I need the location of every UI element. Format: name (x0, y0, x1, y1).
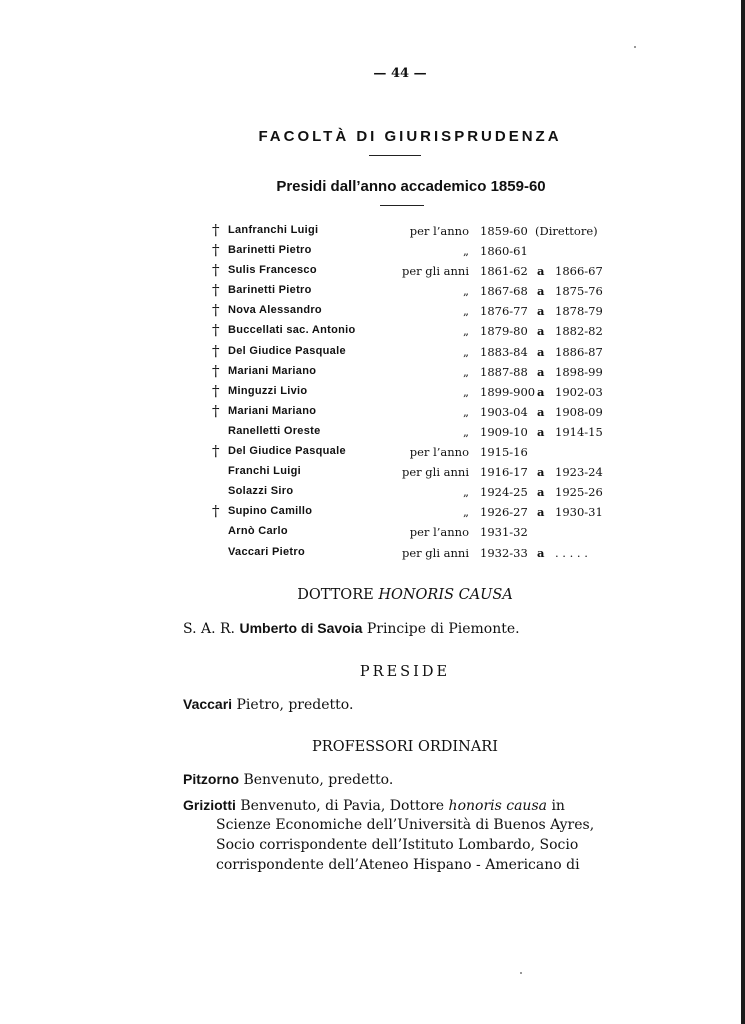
preside-line (183, 696, 353, 713)
preside-name: Supino Camillo (228, 505, 313, 518)
griziotti-line-3: Socio corrispondente dell’Istituto Lombardo, Socio (216, 837, 579, 853)
presidi-row (210, 443, 610, 463)
presidi-row (210, 483, 610, 503)
deceased-cross-icon: † (212, 241, 220, 260)
year-from: 1909-10 (480, 424, 528, 439)
period-prefix: „ (463, 244, 469, 259)
griziotti-honoris: honoris causa (448, 798, 547, 814)
preside-name: Franchi Luigi (228, 465, 301, 478)
sar-prefix: S. A. R. (183, 621, 235, 637)
presidi-row (210, 282, 610, 302)
presidi-row (210, 463, 610, 483)
preside-name: Vaccari Pietro (228, 545, 305, 558)
presidi-row (210, 383, 610, 403)
preside-name: Mariani Mariano (228, 364, 317, 377)
deceased-cross-icon: † (212, 301, 220, 320)
period-prefix: per l’anno (409, 525, 469, 540)
year-to: 1878-79 (555, 304, 603, 319)
preside-name: Ranelletti Oreste (228, 424, 321, 437)
period-prefix: „ (463, 284, 469, 299)
period-prefix: „ (463, 304, 469, 319)
deceased-cross-icon: † (212, 261, 220, 280)
year-to: 1902-03 (555, 384, 603, 399)
deceased-cross-icon: † (212, 221, 220, 239)
year-to: 1882-82 (555, 324, 603, 339)
deceased-cross-icon: † (212, 502, 220, 521)
page-number: — 44 — (373, 66, 427, 81)
range-connector: a (537, 284, 545, 299)
scan-speck (634, 46, 636, 48)
sar-name: Umberto di Savoia (239, 620, 363, 636)
subheading-divider (380, 205, 424, 206)
year-to: 1925-26 (555, 485, 603, 500)
deceased-cross-icon: † (212, 341, 220, 360)
year-from: 1879-80 (480, 324, 528, 339)
presidi-row (210, 302, 610, 322)
presidi-row (210, 322, 610, 342)
griziotti-line-4: corrispondente dell’Ateneo Hispano - Americano di (216, 857, 580, 873)
pitzorno-rest: Benvenuto, predetto. (243, 772, 394, 788)
period-prefix: per l’anno (409, 224, 469, 238)
professori-heading: PROFESSORI ORDINARI (312, 739, 498, 755)
year-from: 1915-16 (480, 445, 528, 460)
presidi-row (210, 423, 610, 443)
deceased-cross-icon: † (212, 381, 220, 400)
griziotti-rest2: in (551, 798, 565, 814)
presidi-heading: Presidi dall’anno accademico 1859-60 (276, 178, 546, 195)
presidi-row (210, 242, 610, 262)
year-from: 1859-60 (480, 224, 528, 238)
preside-name: Barinetti Pietro (228, 244, 312, 257)
year-to: . . . . . (555, 545, 588, 560)
period-prefix: per l’anno (409, 445, 469, 460)
griziotti-line-2: Scienze Economiche dell’Università di Buenos Ayres, (216, 817, 595, 833)
preside-name: Del Giudice Pasquale (228, 344, 346, 357)
deceased-cross-icon: † (212, 321, 220, 340)
range-connector: a (537, 384, 545, 399)
year-from: 1924-25 (480, 485, 528, 500)
heading-divider (369, 155, 421, 156)
range-connector: a (537, 545, 545, 560)
year-from: 1876-77 (480, 304, 528, 319)
presidi-row (210, 523, 610, 543)
period-prefix: „ (463, 324, 469, 339)
period-prefix: „ (463, 404, 469, 419)
range-connector: a (537, 344, 545, 359)
deceased-cross-icon: † (212, 442, 220, 461)
year-from: 1883-84 (480, 344, 528, 359)
period-prefix: „ (463, 424, 469, 439)
presidi-row (210, 222, 610, 242)
period-note: (Direttore) (535, 224, 598, 238)
range-connector: a (537, 505, 545, 520)
year-from: 1887-88 (480, 364, 528, 379)
presidi-row (210, 262, 610, 282)
year-from: 1931-32 (480, 525, 528, 540)
year-from: 1916-17 (480, 465, 528, 480)
dottore-label: DOTTORE (297, 587, 374, 603)
period-prefix: „ (463, 384, 469, 399)
preside-name: Nova Alessandro (228, 304, 322, 317)
period-prefix: „ (463, 485, 469, 500)
preside-name: Sulis Francesco (228, 264, 317, 277)
honoris-causa-label: HONORIS CAUSA (378, 587, 513, 603)
sar-line (183, 620, 520, 637)
period-prefix: per gli anni (401, 545, 469, 560)
range-connector: a (537, 364, 545, 379)
preside-heading: PRESIDE (359, 664, 451, 680)
year-from: 1932-33 (480, 545, 528, 560)
dottore-heading (0, 587, 745, 603)
preside-rest: Pietro, predetto. (236, 697, 354, 713)
page-edge-shadow (741, 0, 745, 1024)
year-to: 1898-99 (555, 364, 603, 379)
preside-name: Minguzzi Livio (228, 384, 308, 397)
griziotti-name: Griziotti (183, 797, 236, 813)
year-from: 1861-62 (480, 264, 528, 279)
year-to: 1875-76 (555, 284, 603, 299)
deceased-cross-icon: † (212, 361, 220, 380)
year-to: 1886-87 (555, 344, 603, 359)
presidi-row (210, 403, 610, 423)
range-connector: a (537, 404, 545, 419)
deceased-cross-icon: † (212, 401, 220, 420)
range-connector: a (537, 485, 545, 500)
year-to: 1930-31 (555, 505, 603, 520)
preside-name: Del Giudice Pasquale (228, 445, 346, 458)
presidi-table (210, 222, 610, 564)
scan-speck (520, 972, 522, 974)
year-to: 1914-15 (555, 424, 603, 439)
pitzorno-name: Pitzorno (183, 771, 239, 787)
deceased-cross-icon: † (212, 281, 220, 300)
period-prefix: per gli anni (401, 465, 469, 480)
period-prefix: „ (463, 344, 469, 359)
preside-name: Solazzi Siro (228, 485, 294, 498)
preside-name: Barinetti Pietro (228, 284, 312, 297)
faculty-heading: FACOLTÀ DI GIURISPRUDENZA (258, 128, 562, 145)
year-from: 1926-27 (480, 505, 528, 520)
period-prefix: „ (463, 505, 469, 520)
sar-rest: Principe di Piemonte. (366, 621, 520, 637)
range-connector: a (537, 304, 545, 319)
griziotti-rest1: Benvenuto, di Pavia, Dottore (240, 798, 445, 814)
range-connector: a (537, 324, 545, 339)
period-prefix: per gli anni (401, 264, 469, 279)
range-connector: a (537, 424, 545, 439)
period-prefix: „ (463, 364, 469, 379)
preside-name: Arnò Carlo (228, 525, 288, 538)
preside-name: Mariani Mariano (228, 404, 317, 417)
preside-name: Lanfranchi Luigi (228, 224, 319, 236)
range-connector: a (537, 264, 545, 279)
presidi-row (210, 363, 610, 383)
range-connector: a (537, 465, 545, 480)
year-from: 1899-900 (480, 384, 536, 399)
presidi-row (210, 343, 610, 363)
preside-name: Vaccari (183, 696, 233, 712)
year-to: 1908-09 (555, 404, 603, 419)
griziotti-line (183, 797, 565, 814)
pitzorno-line (183, 771, 393, 788)
year-to: 1923-24 (555, 465, 603, 480)
presidi-row (210, 503, 610, 523)
year-from: 1903-04 (480, 404, 528, 419)
year-from: 1867-68 (480, 284, 528, 299)
presidi-row (210, 544, 610, 564)
year-to: 1866-67 (555, 264, 603, 279)
preside-name: Buccellati sac. Antonio (228, 324, 356, 337)
year-from: 1860-61 (480, 244, 528, 259)
